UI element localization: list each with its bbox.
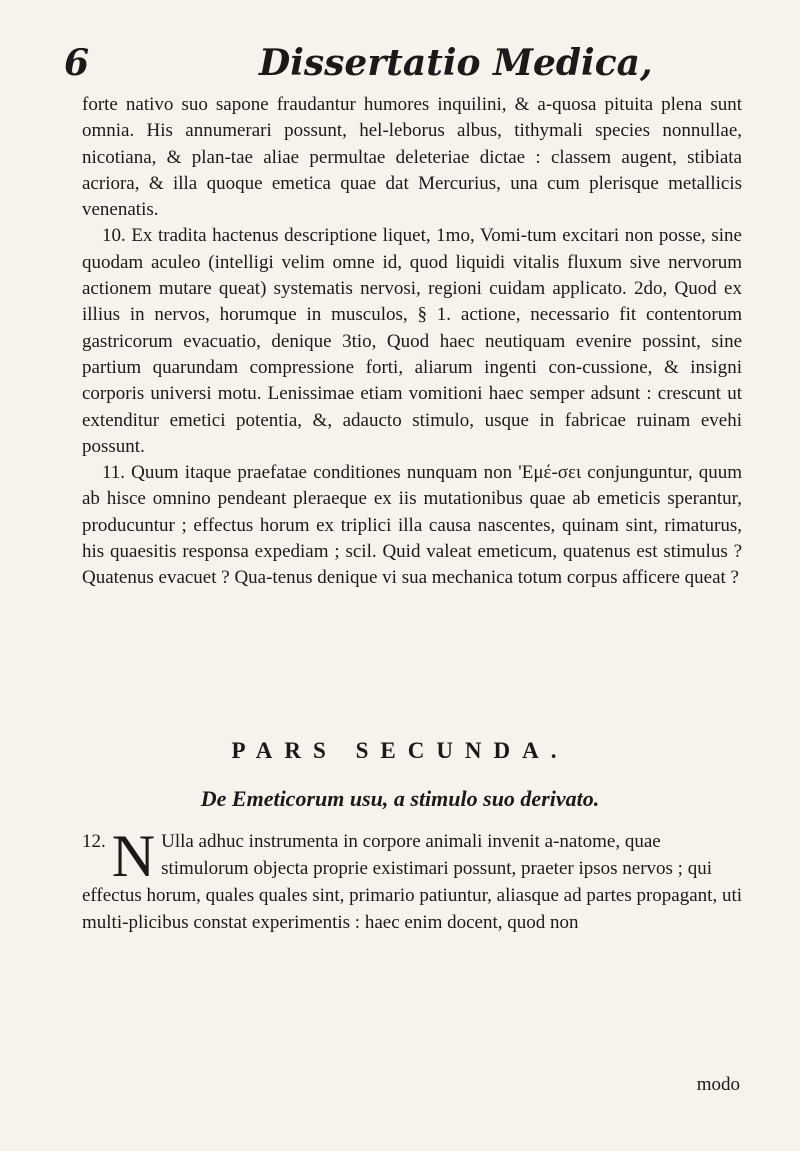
body-text — [82, 92, 742, 592]
paragraph-10: 10. Ex tradita hactenus descriptione liquet, 1mo, Vomi-tum excitari non posse, sine quodam aculeo (intelligi velim omne id, quod liquidi vitalis fluxum sive nervorum actionem mutare queat) systematis nervosi, regioni cuidam applicato. 2do, Quod ex illius in nervos, horumque in musculos, § 1. actione, necessario fit contentorum gastricorum evacuatio, denique 3tio, Quod haec neutiquam evenire possint, sine partium quarundam compressione forti, aliarum ingenti con-cussione, & insigni corporis universi motu. Lenissimae etiam vomitioni haec semper adsunt : crescunt ut extenditur emetici potentia, &, adaucto stimulo, usque in fabricae ruinam evehi possunt. — [82, 225, 742, 457]
part-title: PARS SECUNDA. — [231, 738, 569, 763]
section-12 — [82, 823, 743, 936]
catchword: modo — [696, 1074, 740, 1095]
running-title: Dissertatio Medica, — [259, 42, 653, 84]
section-number: 12. — [82, 831, 106, 852]
paragraph-11: 11. Quum itaque praefatae conditiones nunquam non 'Εμέ-σει conjunguntur, quum ab hisce omnino pendeant pleraeque ex iis mutationibus quae ab emeticis sperantur, producuntur ; effectus horum ex triplici illa causa nascentes, quinam sint, rimaturus, his quaesitis responsa expediam ; scil. Quid valeat emeticum, quatenus est stimulus ? Quatenus evacuet ? Qua-tenus denique vi sua mechanica totum corpus afficere queat ? — [82, 462, 742, 589]
paragraph-9-continuation: forte nativo suo sapone fraudantur humores inquilini, & a-quosa pituita plena sunt omnia. His annumerari possunt, hel-leborus albus, tithymali species nonnullae, nicotiana, & plan-tae aliae permultae deleteriae dictae : classem augent, stibiata acriora, & illa quoque emetica quae dat Mercurius, una cum plerisque metallicis venenatis. — [82, 94, 742, 221]
page-header — [64, 42, 750, 94]
drop-cap-letter: N — [111, 823, 156, 889]
page-number: 6 — [64, 42, 90, 84]
part-subtitle: De Emeticorum usu, a stimulo suo derivato. — [200, 786, 600, 811]
section-12-text: Ulla adhuc instrumenta in corpore animali invenit a-natome, quae stimulorum objecta proprie existimari possunt, praeter ipsos nervos ; qui effectus horum, quales quales sint, primario patiuntur, aliasque ad partes propagant, uti multi-plicibus constat experimentis : haec enim docent, quod non — [82, 831, 743, 933]
